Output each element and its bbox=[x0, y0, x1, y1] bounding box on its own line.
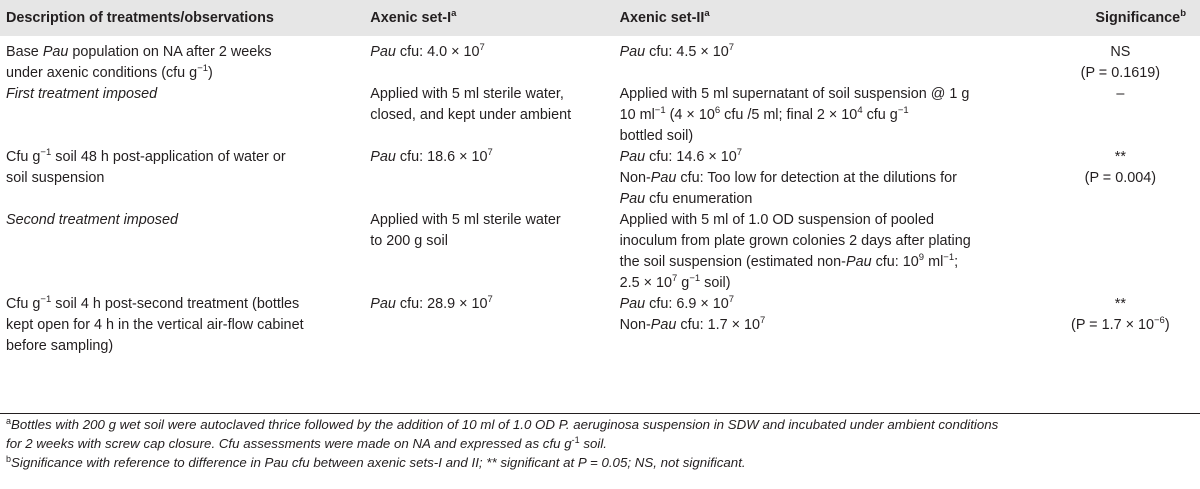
header-axenic-set-1: Axenic set-$I^a$ bbox=[370, 8, 457, 26]
cell-set-1: Applied with 5 ml sterile water to 200 g soil bbox=[370, 212, 561, 249]
cell-description: First treatment imposed bbox=[6, 86, 158, 102]
cell-set-1: Pau cfu: $18.6 \times 10^7$ bbox=[370, 147, 493, 165]
table-row bbox=[0, 294, 1200, 357]
table-footnotes bbox=[0, 415, 1200, 472]
footnote-a: $^a$Bottles with 200 g wet soil were autoclaved thrice followed by the addition of 10 ml of 1.0 OD P. aeruginosa suspension in SDW and incubated under ambient conditions bbox=[6, 416, 999, 432]
table-row bbox=[0, 147, 1200, 210]
cell-set-1: Applied with 5 ml sterile water, closed, and kept under ambient bbox=[370, 86, 572, 123]
cell-description: Second treatment imposed bbox=[6, 212, 178, 228]
cell-set-2: Pau cfu: $6.9 \times 10^7$ Non-Pau cfu: $1.7 \times 10^7$ bbox=[619, 294, 766, 333]
header-significance: Significance$^b$ bbox=[1095, 8, 1186, 26]
table-row bbox=[0, 36, 1200, 84]
cell-significance: – bbox=[1116, 86, 1125, 102]
cell-significance bbox=[1041, 210, 1200, 294]
header-axenic-set-2: Axenic set-$II^a$ bbox=[619, 8, 710, 26]
cell-significance: ** $(P = 1.7 \times 10^{-6})$ bbox=[1071, 296, 1170, 333]
cell-description: Base Pau population on NA after 2 weeks under axenic conditions (cfu $g^{-1}$) bbox=[6, 44, 272, 81]
cell-set-2: Pau cfu: $14.6 \times 10^7$ Non-Pau cfu: Too low for detection at the dilutions for Pau cfu enumeration bbox=[619, 147, 957, 207]
table-bottom-rule bbox=[0, 413, 1200, 414]
cell-set-2: Pau cfu: $4.5 \times 10^7$ bbox=[619, 42, 735, 60]
cell-set-2: Applied with 5 ml of 1.0 OD suspension of pooled inoculum from plate grown colonies 2 days after plating the soil suspension (estimated non-Pau cfu: $10^9$ $ml^{-1}$; $2.5 \times 10^7$ $g^{-1}$ soil) bbox=[619, 212, 971, 291]
footnote-b: $^b$Significance with reference to difference in Pau cfu between axenic sets-I and II; ** significant at P = 0.05; NS, not significant. bbox=[6, 454, 746, 470]
cell-significance: NS (P = 0.1619) bbox=[1080, 44, 1161, 81]
table-header-row bbox=[0, 0, 1200, 36]
cell-description: Cfu $g^{-1}$ soil 48 h post-application of water or soil suspension bbox=[6, 147, 286, 186]
cell-set-1: Pau cfu: $4.0 \times 10^7$ bbox=[370, 42, 485, 60]
table-row bbox=[0, 210, 1200, 294]
table-row bbox=[0, 84, 1200, 147]
cell-significance: ** (P = 0.004) bbox=[1084, 149, 1157, 186]
cell-set-2: Applied with 5 ml supernatant of soil suspension @ 1 g 10 $ml^{-1}$ ($4 \times 10^6$ cfu /5 ml; final $2 \times 10^4$ cfu $g^{-1}$ bottled soil) bbox=[619, 86, 970, 144]
cell-description: Cfu $g^{-1}$ soil 4 h post-second treatment (bottles kept open for 4 h in the vertical air-flow cabinet before sampling) bbox=[6, 294, 304, 354]
cell-set-1: Pau cfu: $28.9 \times 10^7$ bbox=[370, 294, 493, 312]
header-description: Description of treatments/observations bbox=[6, 10, 274, 26]
footnote-a-cont: for 2 weeks with screw cap closure. Cfu assessments were made on NA and expressed as cfu $g^{-1}$ soil. bbox=[6, 435, 607, 451]
